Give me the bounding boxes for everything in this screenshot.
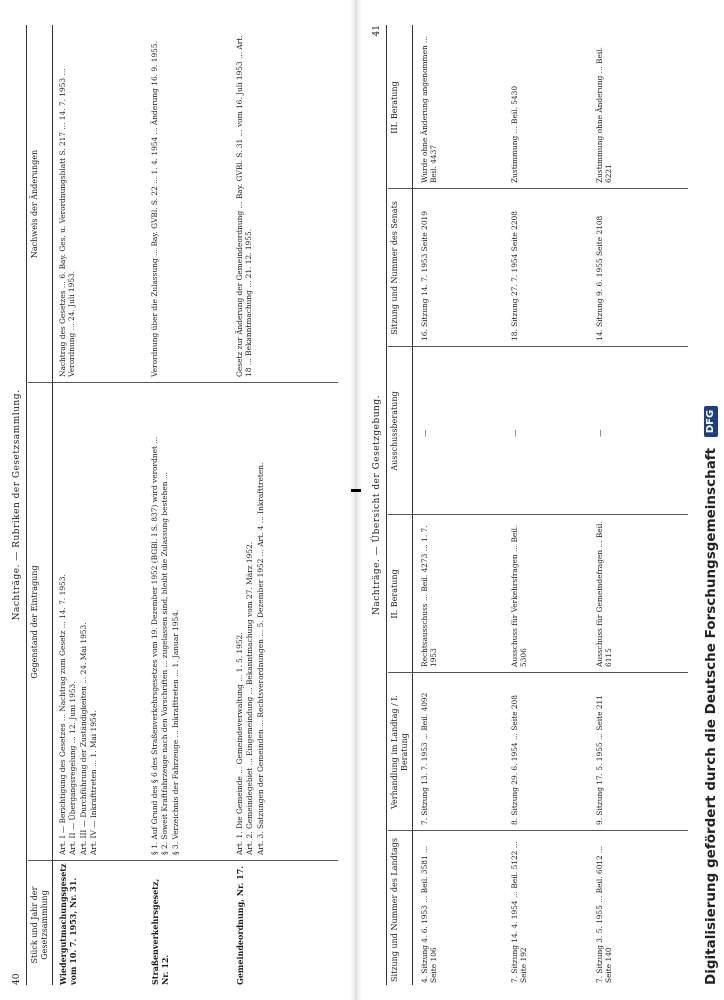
section-body — [235, 390, 266, 855]
section-label: Gemeindeordnung, Nr. 17. — [235, 865, 245, 985]
column-divider — [388, 830, 688, 831]
table-cell: Wurde ohne Änderung angenommen ... Beil. 4437 — [420, 35, 439, 183]
table-cell: 8. Sitzung 29. 6. 1954 ... Seite 208 — [510, 695, 519, 825]
column-rule — [412, 25, 413, 985]
table-cell: Rechtsausschuss ... Beil. 4273 ... 1. 7. 1953 — [420, 525, 439, 667]
table-cell: Zustimmung ohne Änderung ... Beil. 6221 — [595, 47, 614, 183]
section-changes: Gesetz zur Änderung der Gemeindeordnung ... Bay. GVBl. S. 31 ... vom 16. Juli 1953 ... Art. 18 ... Bekanntmachung ... 21. 12. 1955. — [235, 35, 254, 377]
dfg-logo-icon: DFG — [704, 406, 718, 437]
section-changes: Verordnung über die Zulassung ... Bay. GVBl. S. 22 ... 1. 4. 1954 ... Änderung 16. 9. 1955. — [150, 41, 159, 377]
column-divider — [28, 382, 338, 383]
left-page — [0, 0, 350, 1000]
section-body — [150, 390, 181, 855]
text-line: Art. 2. Gemeindegebiet ... Eingemeindung ... Bekanntmachung vom 27. März 1952. — [245, 541, 255, 855]
column-header: Nachweis der Änderungen — [30, 149, 39, 259]
right-page — [362, 0, 724, 1000]
table-cell: Ausschuss für Verkehrsfragen ... Beil. 5306 — [510, 525, 529, 667]
column-divider — [388, 346, 688, 347]
section-changes: Nachtrag des Gesetzes ... 6. Bay. Ges. u. Verordnungsblatt S. 217 ... 14. 7. 1953 ... Verordnung ... 24. Juli 1953. — [58, 68, 77, 377]
column-header: Verhandlung im Landtag / I. Beratung — [390, 695, 409, 809]
header-rule — [26, 25, 27, 985]
table-cell: 16. Sitzung 14. 7. 1953 Seite 2019 — [420, 211, 429, 341]
table-cell: Ausschuss für Gemeindefragen ... Beil. 6115 — [595, 521, 614, 667]
column-header: III. Beratung — [390, 81, 399, 134]
column-header: II. Beratung — [390, 569, 399, 619]
column-header: Sitzung und Nummer des Senats — [390, 201, 399, 335]
text-line: Art. II — Übergangsregelung ... 12. Juni 1953. — [68, 681, 78, 855]
table-cell: 18. Sitzung 27. 7. 1954 Seite 2208 — [510, 211, 519, 341]
left-page-header — [10, 25, 26, 985]
book-gutter — [350, 0, 362, 1000]
text-line: Art. 3. Satzungen der Gemeinden ... Rechtsverordnungen ... 5. Dezember 1952 ... Art. 4 ... Inkrafttreten. — [255, 462, 265, 855]
left-page-content — [10, 25, 340, 985]
digitization-stamp — [700, 0, 722, 1000]
section-body — [58, 390, 100, 855]
digitization-note — [700, 5, 722, 985]
scan-artifact — [351, 489, 361, 492]
text-line: Art. I — Berichtigung des Gesetzes ... Nachtrag zum Gesetz ... 14. 7. 1953. — [58, 574, 67, 855]
column-header: Sitzung und Nummer des Landtags — [390, 838, 399, 982]
text-line: § 1. Auf Grund des § 6 des Straßenverkehrsgesetzes vom 19. Dezember 1952 (BGBl. I S. 837) wird verordnet ... — [150, 436, 159, 855]
table-cell: 4. Sitzung 4. 6. 1953 ... Beil. 3581 ... Seite 106 — [420, 845, 439, 983]
text-line: Art. 1. Die Gemeinde ... Gemeindeverwaltung ... 1. 5. 1952. — [235, 632, 244, 855]
table-cell: — — [420, 429, 429, 437]
section-label: Wiedergutmachungsgesetz vom 10. 7. 1953, Nr. 31. — [58, 863, 78, 985]
header-rule — [386, 25, 387, 985]
table-cell: 7. Sitzung 14. 4. 1954 ... Beil. 5122 ... Seite 192 — [510, 841, 529, 983]
table-cell: 14. Sitzung 9. 6. 1955 Seite 2108 — [595, 215, 604, 341]
column-rule — [52, 25, 53, 985]
table-cell: — — [595, 429, 604, 437]
table-cell: — — [510, 429, 519, 437]
text-line: § 3. Verzeichnis der Fahrzeuge ... Inkrafttreten ... 1. Januar 1954. — [170, 609, 180, 855]
column-header: Stück und Jahr der Gesetzsammlung — [30, 886, 49, 964]
text-line: Art. III — Durchführung der Zuständigkeiten ... 24. Mai 1953. — [78, 622, 88, 855]
column-divider — [388, 514, 688, 515]
right-running-title: Nachträge. — Übersicht der Gesetzgebung. — [372, 395, 382, 615]
table-cell: Zustimmung ... Beil. 5430 — [510, 85, 519, 183]
column-divider — [388, 188, 688, 189]
table-cell: 7. Sitzung 13. 7. 1953 ... Beil. 4092 — [420, 692, 429, 825]
column-divider — [388, 672, 688, 673]
table-cell: 9. Sitzung 17. 5. 1955 ... Seite 211 — [595, 695, 604, 825]
text-line: Art. IV — Inkrafttreten ... 1. Mai 1954. — [89, 710, 99, 855]
left-running-title: Nachträge. — Rubriken der Gesetzsammlung. — [12, 389, 22, 621]
column-header: Gegenstand der Eintragung — [30, 565, 39, 679]
section-label: Straßenverkehrsgesetz, Nr. 12. — [150, 878, 170, 985]
digitization-text: Digitalisierung gefördert durch die Deutsche Forschungsgemeinschaft — [703, 447, 719, 985]
left-page-number: 40 — [12, 973, 22, 985]
right-page-number: 41 — [372, 25, 382, 37]
column-divider — [28, 860, 338, 861]
right-page-header — [370, 25, 386, 985]
column-header: Ausschussberatung — [390, 391, 399, 471]
right-page-content — [370, 25, 700, 985]
text-line: § 2. Soweit Kraftfahrzeuge nach den Vorschriften ... zugelassen sind, bleibt die Zulassung bestehen ... — [160, 472, 170, 855]
table-cell: 7. Sitzung 3. 5. 1955 ... Beil. 6012 ... Seite 140 — [595, 845, 614, 983]
